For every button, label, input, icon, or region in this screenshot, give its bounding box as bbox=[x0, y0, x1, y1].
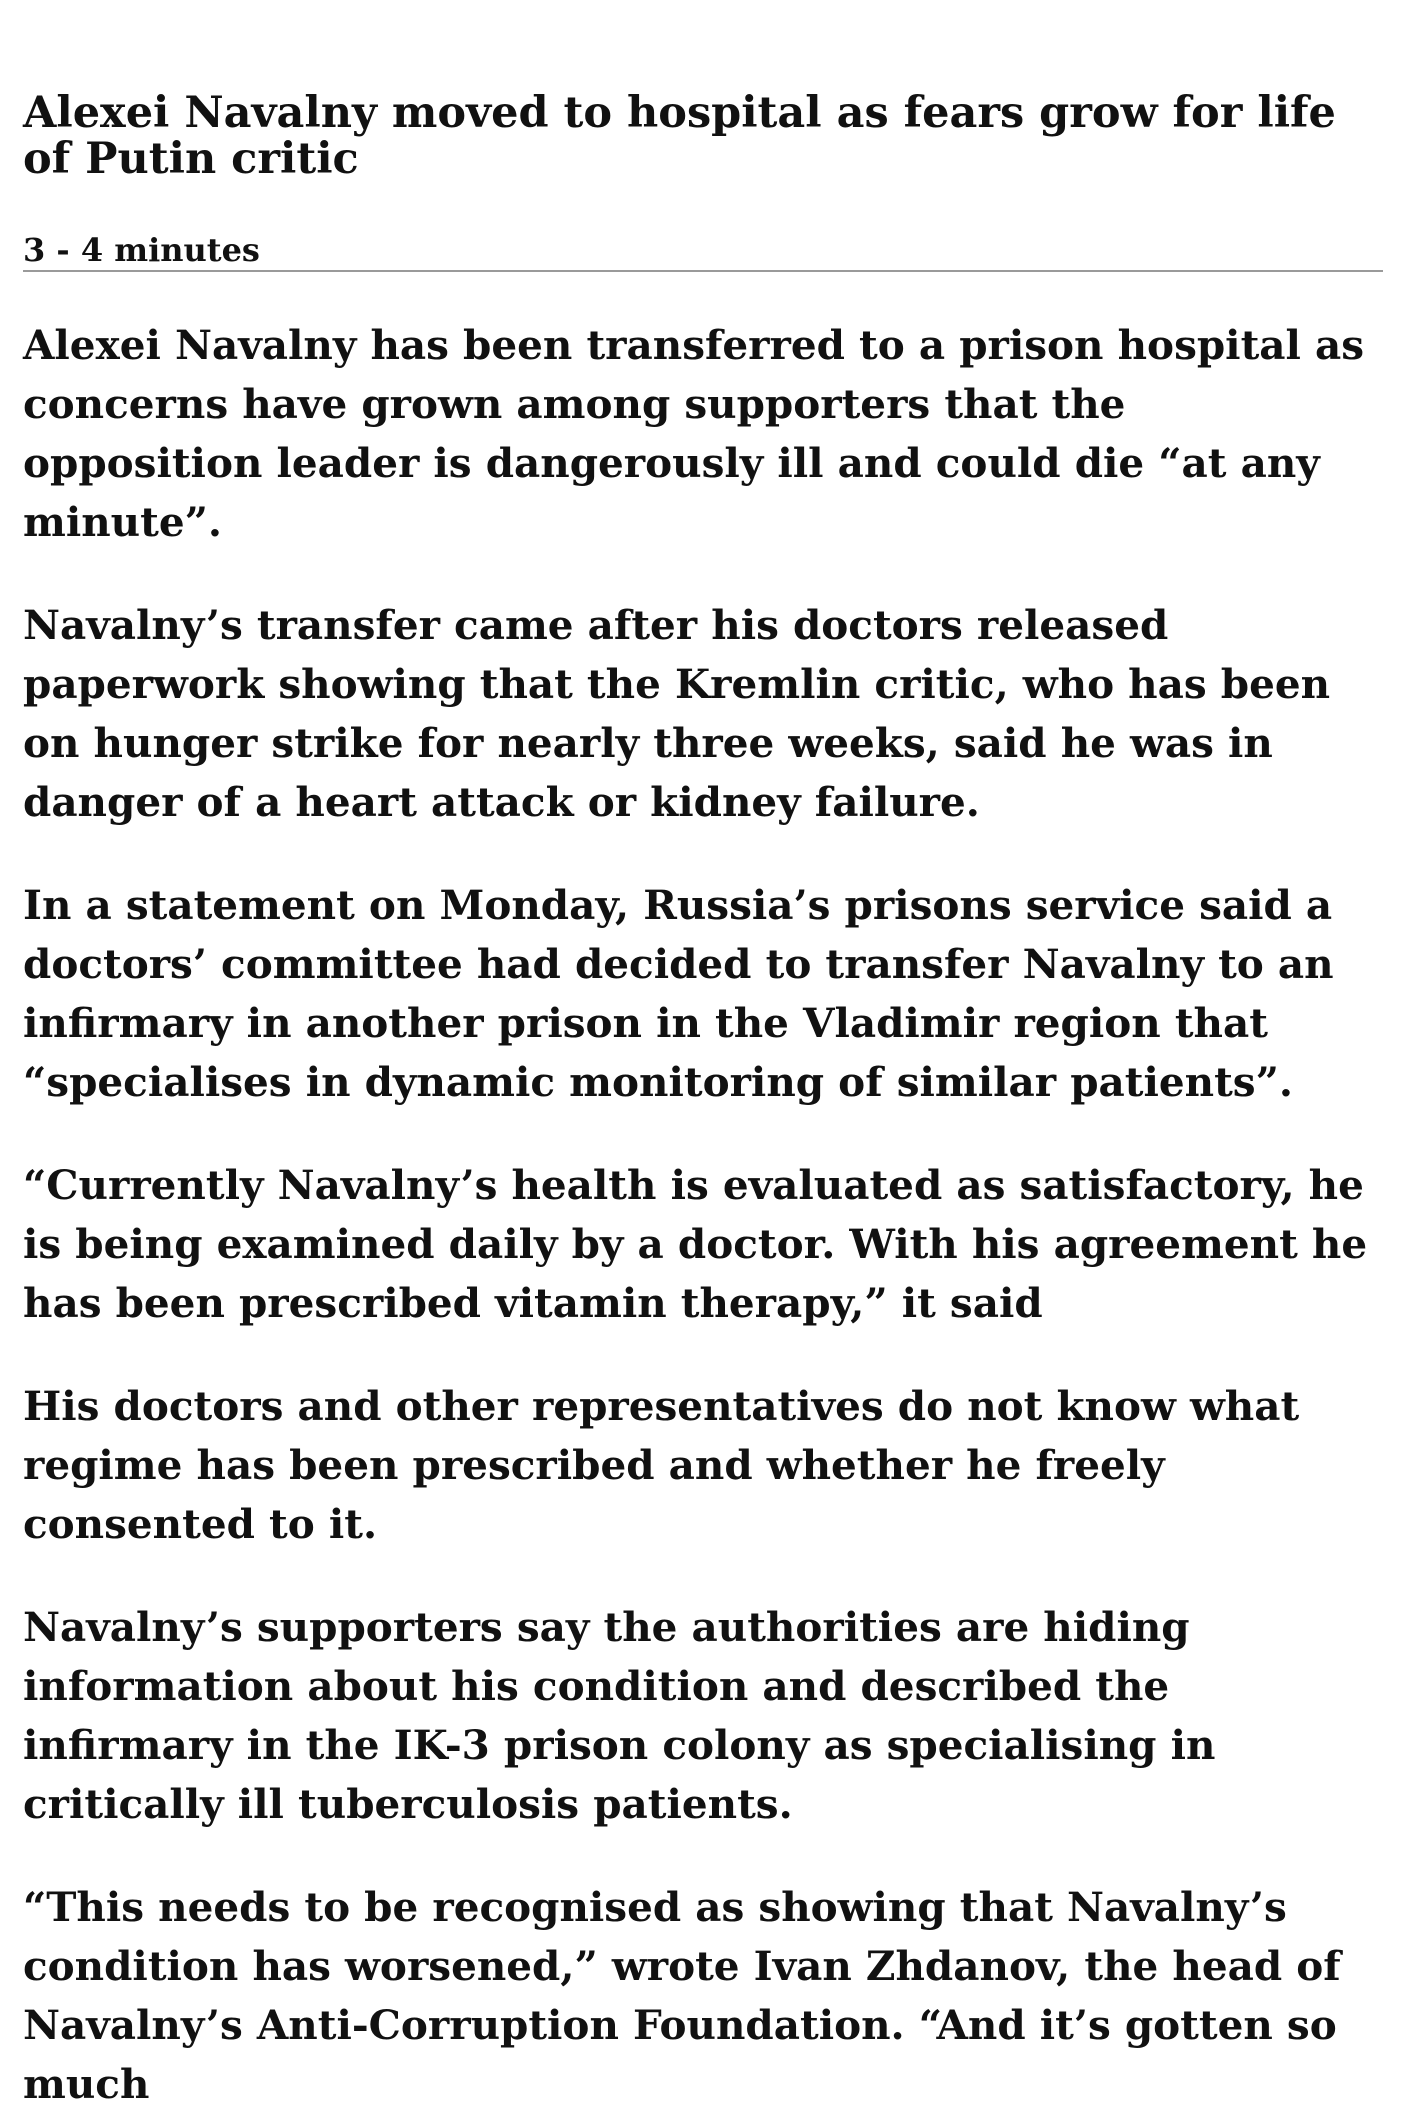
paragraph: Navalny’s supporters say the authorities are hiding information about his condition and described the infirmary in the IK-3 prison colony as specialising in critically ill tuberculosis patients. bbox=[23, 1603, 1216, 1828]
paragraph: Alexei Navalny has been transferred to a prison hospital as concerns have grown among supporters that the opposition leader is dangerously ill and could die “at any minute”. bbox=[23, 321, 1365, 546]
paragraph: In a statement on Monday, Russia’s prisons service said a doctors’ committee had decided to transfer Navalny to an infirmary in another prison in the Vladimir region that “specialises in dynamic monitoring of similar patients”. bbox=[23, 881, 1334, 1106]
paragraph: Navalny’s transfer came after his doctors released paperwork showing that the Kremlin critic, who has been on hunger strike for nearly three weeks, said he was in danger of a heart attack or kidney failure. bbox=[23, 601, 1331, 826]
paragraph: “Currently Navalny’s health is evaluated as satisfactory, he is being examined daily by a doctor. With his agreement he has been prescribed vitamin therapy,” it said bbox=[23, 1161, 1368, 1327]
article-title: Alexei Navalny moved to hospital as fears grow for life of Putin critic bbox=[23, 88, 1336, 184]
paragraph: “This needs to be recognised as showing that Navalny’s condition has worsened,” wrote Ivan Zhdanov, the head of Navalny’s Anti-Corruption Foundation. “And it’s gotten so much bbox=[23, 1883, 1341, 2108]
paragraph: His doctors and other representatives do not know what regime has been prescribed and whether he freely consented to it. bbox=[23, 1382, 1300, 1548]
article-body bbox=[23, 316, 1376, 2114]
reading-time: 3 - 4 minutes bbox=[23, 230, 1383, 272]
